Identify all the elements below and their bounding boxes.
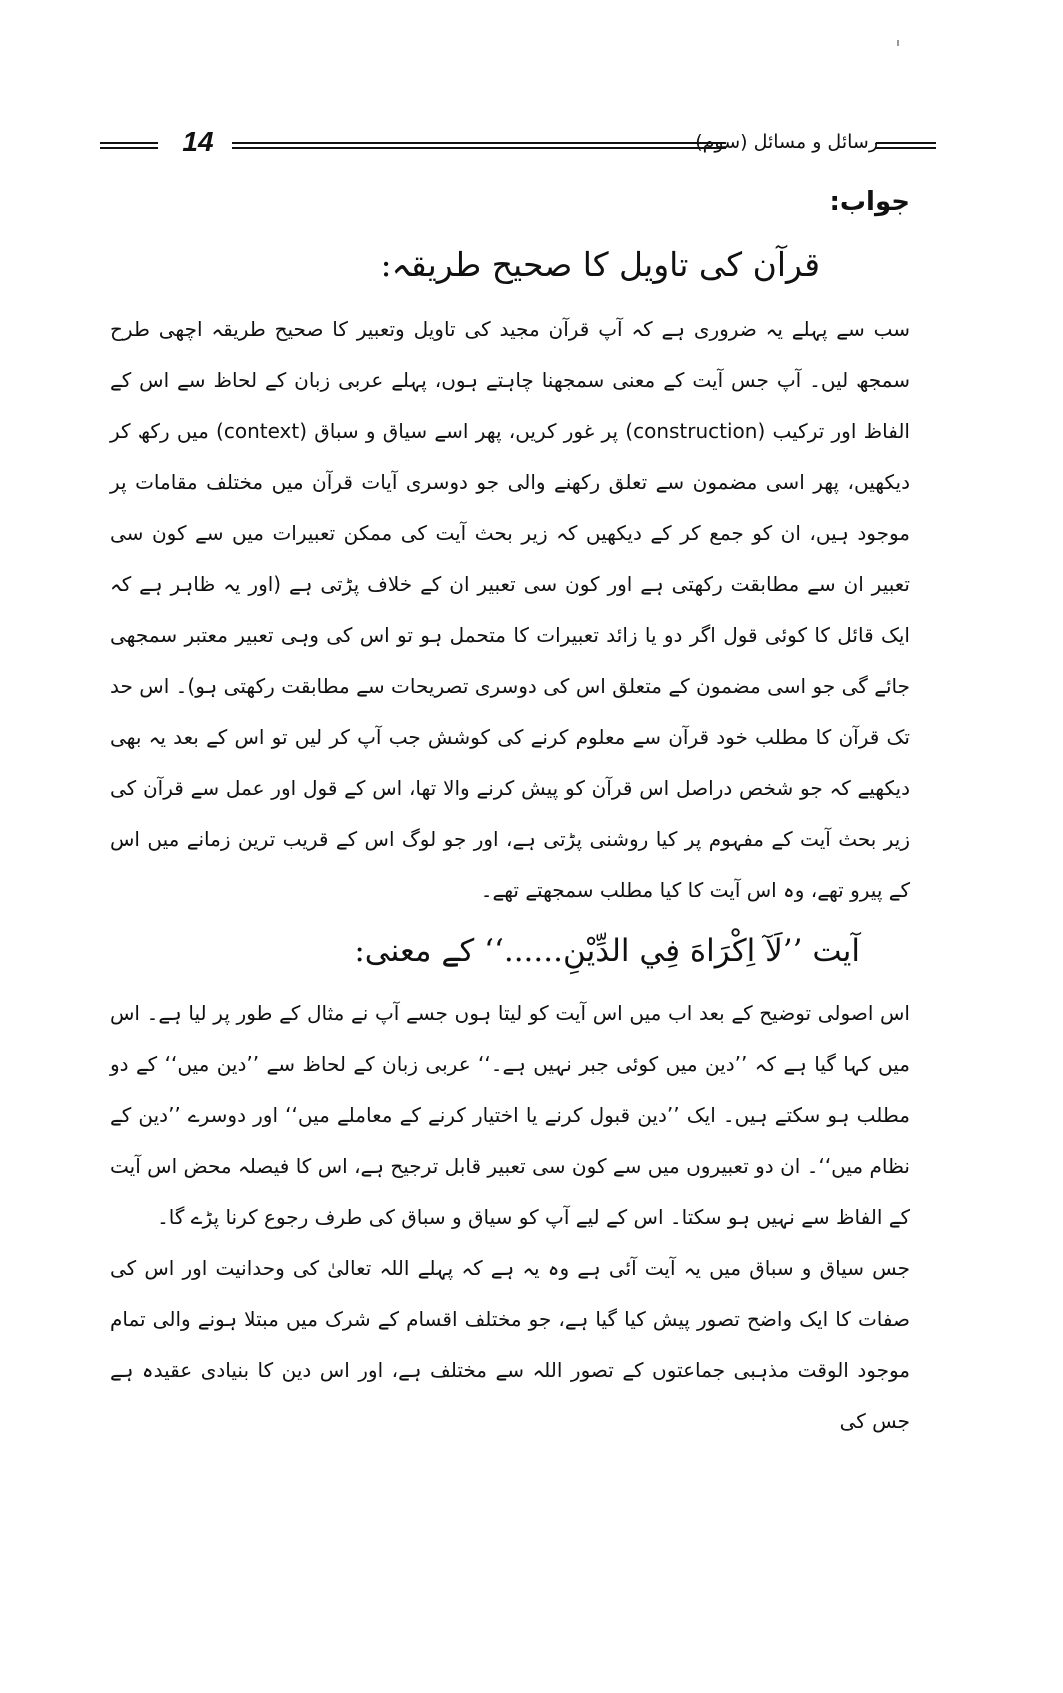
paragraph-text: اس اصولی توضیح کے بعد اب میں اس آیت کو لیتا ہوں جسے آپ نے مثال کے طور پر لیا ہے۔ اس میں کہا گیا ہے کہ ’’دین میں کوئی جبر نہیں ہے۔‘‘ عربی زبان کے لحاظ سے ’’دین میں‘‘ کے دو مطلب ہو سکتے ہیں۔ ایک ’’دین قبول کرنے یا اختیار کرنے کے معاملے میں‘‘ اور دوسرے ’’دین کے نظام میں‘‘۔ ان دو تعبیروں میں سے کون سی تعبیر قابل ترجیح ہے، اس کا فیصلہ محض اس آیت کے الفاظ سے نہیں ہو سکتا۔ اس کے لیے آپ کو سیاق و سباق کی طرف رجوع کرنا پڑے گا۔ [110,1001,910,1229]
book-title: رسائل و مسائل (سوم) [695,131,878,153]
scan-speck [897,40,899,46]
paragraph-interpretation-method [110,304,910,916]
paragraph-verse-explanation [110,988,910,1447]
header-rule-left [100,142,158,149]
answer-label: جواب: [829,187,910,217]
running-header [100,122,900,162]
paragraph-text: جس سیاق و سباق میں یہ آیت آئی ہے وہ یہ ہے کہ پہلے اللہ تعالیٰ کی وحدانیت اور اس کی صفات کا ایک واضح تصور پیش کیا گیا ہے، جو مختلف اقسام کے شرک میں مبتلا ہونے والی تمام موجود الوقت مذہبی جماعتوں کے تصور اللہ سے مختلف ہے، اور اس دین کا بنیادی عقیدہ ہے جس کی [110,1256,910,1433]
page-content [110,180,910,1447]
paragraph-text: سب سے پہلے یہ ضروری ہے کہ آپ قرآن مجید کی تاویل وتعبیر کا صحیح طریقہ اچھی طرح سمجھ لیں۔ آپ جس آیت کے معنی سمجھنا چاہتے ہوں، پہلے عربی زبان کے لحاظ سے اس کے الفاظ اور ترکیب (construction) پر غور کریں، پھر اسے سیاق و سباق (context) میں رکھ کر دیکھیں، پھر اسی مضمون سے تعلق رکھنے والی جو دوسری آیات قرآن میں مختلف مقامات پر موجود ہیں، ان کو جمع کر کے دیکھیں کہ زیر بحث آیت کی ممکن تعبیرات میں سے کون سی تعبیر ان سے مطابقت رکھتی ہے اور کون سی تعبیر ان کے خلاف پڑتی ہے (اور یہ ظاہر ہے کہ ایک قائل کا کوئی قول اگر دو یا زائد تعبیرات کا متحمل ہو تو اس کی وہی تعبیر معتبر سمجھی جائے گی جو اسی مضمون کے متعلق اس کی دوسری تصریحات سے مطابقت رکھتی ہو)۔ اس حد تک قرآن کا مطلب خود قرآن سے معلوم کرنے کی کوشش جب آپ کر لیں تو اس کے بعد یہ بھی دیکھیے کہ جو شخص دراصل اس قرآن کو پیش کرنے والا تھا، اس کے قول اور عمل سے قرآن کی زیر بحث آیت کے مفہوم پر کیا روشنی پڑتی ہے، اور جو لوگ اس کے قریب ترین زمانے میں اس کے پیرو تھے، وہ اس آیت کا کیا مطلب سمجھتے تھے۔ [110,317,910,902]
section-heading-verse-meaning: آیت ’’لَآ اِكْرَاهَ فِي الدِّيْنِ......‘‘ کے معنی: [354,933,860,969]
header-rule-middle [232,142,726,149]
section-heading-interpretation: قرآن کی تاویل کا صحیح طریقہ: [380,245,820,284]
page-number: 14 [182,126,214,157]
header-rule-right [876,142,936,149]
